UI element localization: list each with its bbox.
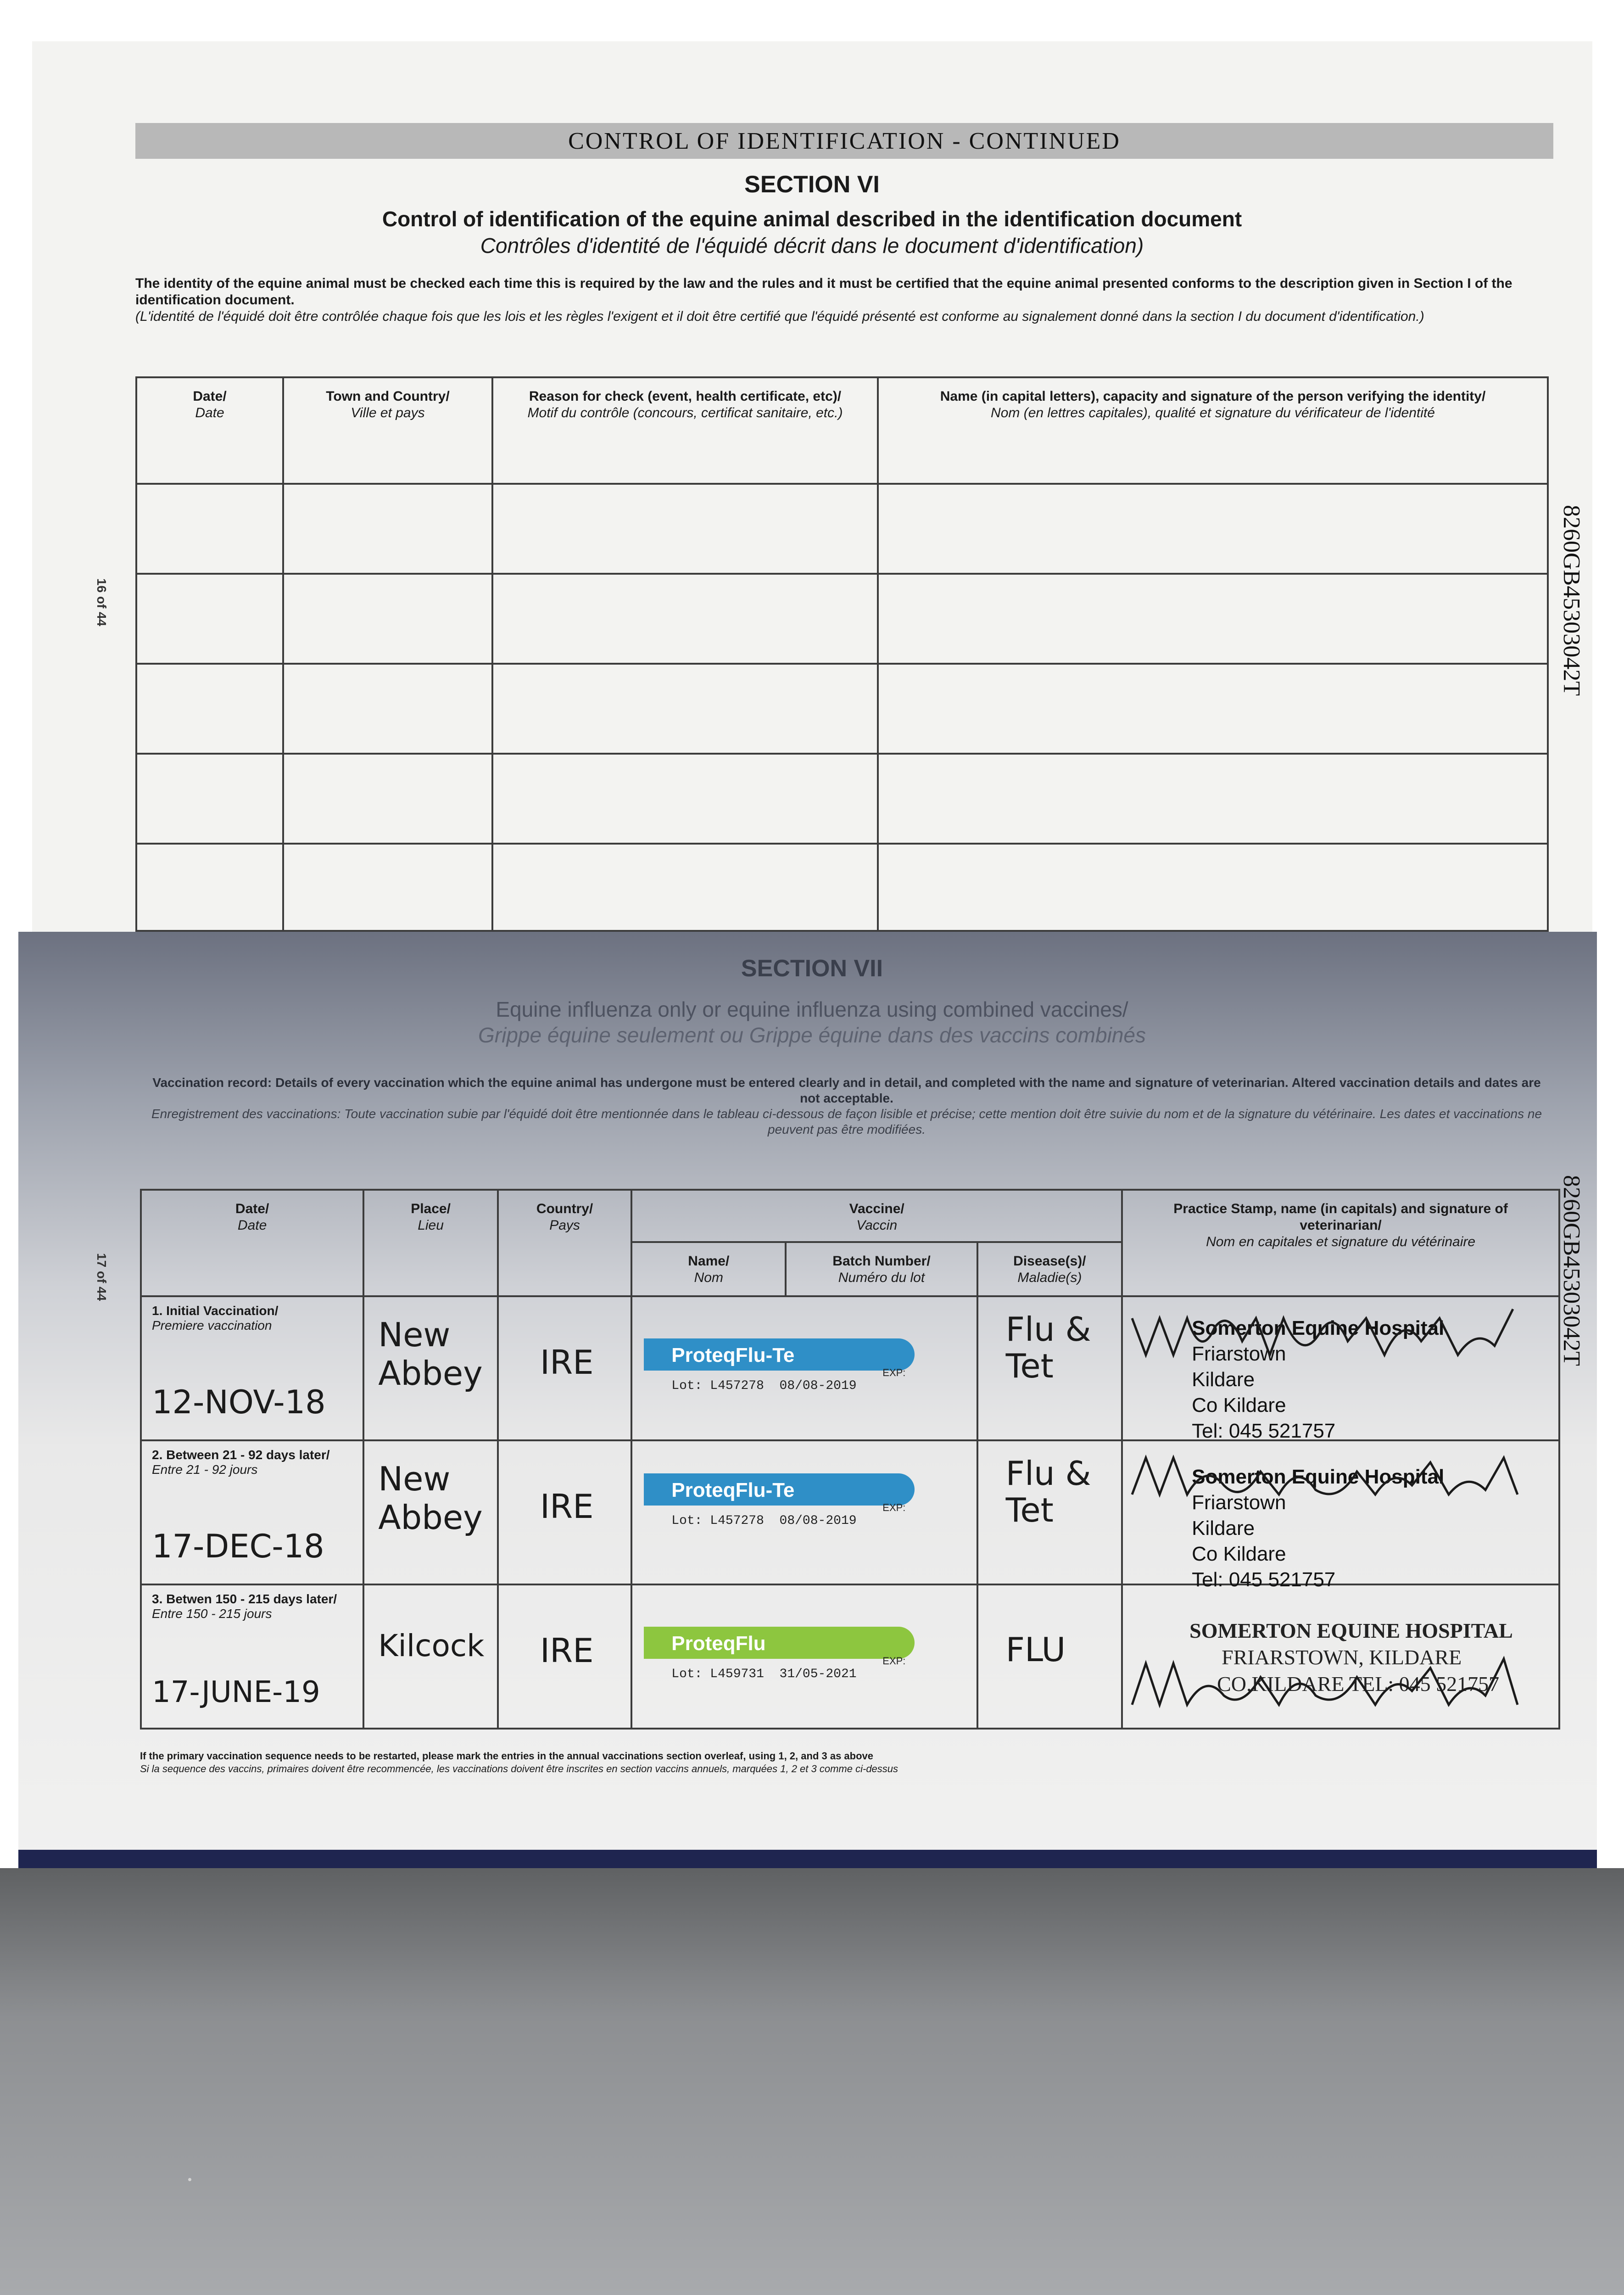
sticker-band: ProteqFlu-Te — [644, 1338, 915, 1371]
cell-vaccine-label — [631, 1584, 977, 1729]
handwritten-disease: Flu & Tet — [1005, 1454, 1091, 1529]
cell-empty[interactable] — [492, 844, 878, 931]
handwritten-place: New Abbey — [378, 1315, 483, 1393]
cell-empty[interactable] — [283, 844, 492, 931]
col-vaccine-name: Name/ Nom — [631, 1242, 786, 1296]
section6-instructions-en: The identity of the equine animal must be checked each time this is required by the law and the rules and it must be certified that the equine animal presented conforms to the description given in Section I of the identification document. — [135, 276, 1512, 308]
cell-country — [498, 1440, 631, 1584]
cell-disease — [977, 1296, 1122, 1440]
section6-heading: SECTION VI — [744, 171, 880, 198]
veterinarian-signature — [1127, 1444, 1527, 1513]
vaccination-table — [140, 1189, 1560, 1730]
handwritten-date: 17-DEC-18 — [152, 1528, 324, 1565]
vaccine-sticker: ProteqFlu EXP: Lot: L459731 31/05-2021 — [644, 1618, 915, 1698]
col-batch: Batch Number/ Numéro du lot — [786, 1242, 977, 1296]
cell-empty[interactable] — [136, 484, 283, 574]
cell-country — [498, 1584, 631, 1729]
cell-empty[interactable] — [283, 484, 492, 574]
section7-footer-en: If the primary vaccination sequence needs to be restarted, please mark the entries in the annual vaccinations section overleaf, using 1, 2, and 3 as above — [140, 1750, 874, 1762]
col-date: Date/ Date — [136, 377, 283, 484]
section6-title-fr: Contrôles d'identité de l'équidé décrit dans le document d'identification) — [480, 234, 1144, 257]
cell-empty[interactable] — [492, 754, 878, 844]
cell-empty[interactable] — [136, 574, 283, 664]
sticker-band: ProteqFlu — [644, 1627, 915, 1659]
section7-title-fr: Grippe équine seulement ou Grippe équine dans des vaccins combinés — [478, 1023, 1146, 1047]
cell-disease — [977, 1440, 1122, 1584]
sticker-band: ProteqFlu-Te — [644, 1473, 915, 1506]
cell-stamp — [1122, 1296, 1559, 1440]
scanner-backdrop — [0, 1868, 1624, 2295]
cell-empty[interactable] — [283, 664, 492, 754]
cell-date: 1. Initial Vaccination/ Premiere vaccination 12-NOV-18 — [141, 1296, 363, 1440]
cell-empty[interactable] — [492, 484, 878, 574]
cell-date: 3. Betwen 150 - 215 days later/ Entre 150 - 215 jours 17-JUNE-19 — [141, 1584, 363, 1729]
section7-title-en: Equine influenza only or equine influenza using combined vaccines/ — [496, 997, 1128, 1021]
cell-vaccine-label — [631, 1296, 977, 1440]
table-row — [136, 484, 1548, 574]
cell-country — [498, 1296, 631, 1440]
handwritten-place: New Abbey — [378, 1460, 483, 1537]
section7-instructions — [147, 1075, 1546, 1137]
table-row — [141, 1584, 1559, 1729]
table-row — [136, 574, 1548, 664]
handwritten-date: 17-JUNE-19 — [152, 1675, 320, 1709]
vaccine-sticker: ProteqFlu-Te EXP: Lot: L457278 08/08-2019 — [644, 1329, 915, 1410]
section-banner-text: CONTROL OF IDENTIFICATION - CONTINUED — [568, 128, 1121, 154]
veterinarian-signature — [1127, 1300, 1527, 1369]
page-number-17: 17 of 44 — [95, 1253, 109, 1301]
cell-empty[interactable] — [878, 754, 1548, 844]
table-row — [136, 754, 1548, 844]
veterinarian-signature — [1127, 1645, 1527, 1714]
section6-instructions-fr: (L'identité de l'équidé doit être contrôlée chaque fois que les lois et les règles l'exigent et il doit être certifié que l'équidé présenté est conforme au signalement donné dans la section I du document d'identification.) — [135, 309, 1424, 324]
handwritten-country: IRE — [540, 1631, 594, 1670]
page-number-16: 16 of 44 — [95, 578, 109, 627]
cell-place — [363, 1296, 498, 1440]
col-disease: Disease(s)/ Maladie(s) — [977, 1242, 1122, 1296]
cell-disease — [977, 1584, 1122, 1729]
col-vaccine: Vaccine/ Vaccin — [631, 1190, 1122, 1242]
section6-instructions — [135, 275, 1530, 325]
document-id-upper: 8260GB4530304​2T — [1558, 505, 1585, 696]
cell-stamp — [1122, 1584, 1559, 1729]
cell-place — [363, 1584, 498, 1729]
cell-empty[interactable] — [878, 484, 1548, 574]
handwritten-place: Kilcock — [378, 1628, 485, 1663]
handwritten-disease: Flu & Tet — [1005, 1310, 1091, 1385]
section6-title-en: Control of identification of the equine animal described in the identification document — [382, 207, 1242, 231]
table-row — [141, 1440, 1559, 1584]
document-id-lower: 8260GB4530304​2T — [1558, 1175, 1585, 1366]
cell-empty[interactable] — [878, 574, 1548, 664]
cell-empty[interactable] — [136, 844, 283, 931]
handwritten-country: IRE — [540, 1487, 594, 1526]
practice-stamp: Somerton Equine Hospital Friarstown Kildare Co Kildare Tel: 045 521757 — [1192, 1317, 1445, 1442]
cell-empty[interactable] — [492, 574, 878, 664]
section-banner — [135, 123, 1553, 159]
table-row — [141, 1296, 1559, 1440]
cell-empty[interactable] — [492, 664, 878, 754]
handwritten-disease: FLU — [1005, 1630, 1066, 1669]
passport-cover-edge — [18, 1850, 1597, 1868]
hospital-stamp: SOMERTON EQUINE HOSPITAL FRIARSTOWN, KILDARE CO.KILDARE TEL: 045 521757 — [1189, 1619, 1513, 1696]
table-row — [136, 844, 1548, 931]
col-country: Country/ Pays — [498, 1190, 631, 1296]
col-town-country: Town and Country/ Ville et pays — [283, 377, 492, 484]
cell-date: 2. Between 21 - 92 days later/ Entre 21 - 92 jours 17-DEC-18 — [141, 1440, 363, 1584]
cell-empty[interactable] — [136, 754, 283, 844]
identity-check-table — [135, 376, 1549, 932]
handwritten-date: 12-NOV-18 — [152, 1383, 326, 1421]
vaccine-sticker: ProteqFlu-Te EXP: Lot: L457278 08/08-2019 — [644, 1464, 915, 1545]
cell-vaccine-label — [631, 1440, 977, 1584]
col-stamp: Practice Stamp, name (in capitals) and signature of veterinarian/ Nom en capitales et signature du vétérinaire — [1122, 1190, 1559, 1296]
scan-speck — [188, 2178, 191, 2181]
col-verifier: Name (in capital letters), capacity and signature of the person verifying the identity/ Nom (en lettres capitales), qualité et signature du vérificateur de l'identité — [878, 377, 1548, 484]
col-reason: Reason for check (event, health certificate, etc)/ Motif du contrôle (concours, certificat sanitaire, etc.) — [492, 377, 878, 484]
cell-stamp — [1122, 1440, 1559, 1591]
section7-heading: SECTION VII — [741, 955, 883, 982]
section7-footer-fr: Si la sequence des vaccins, primaires doivent être recommencée, les vaccinations doivent être inscrites en section vaccins annuels, marquées 1, 2 et 3 comme ci-dessus — [140, 1763, 899, 1774]
col-date: Date/ Date — [141, 1190, 363, 1296]
cell-empty[interactable] — [878, 844, 1548, 931]
practice-stamp: Somerton Equine Hospital Friarstown Kildare Co Kildare Tel: 045 521757 — [1192, 1466, 1445, 1591]
table-row — [136, 664, 1548, 754]
section7-instructions-fr: Enregistrement des vaccinations: Toute vaccination subie par l'équidé doit être mentionnée dans le tableau ci-dessous de façon lisible et précise; cette mention doit être suivie du nom et de la signature du vétérinaire. Les dates et vaccinations ne peuvent pas être modifiées. — [151, 1107, 1542, 1136]
cell-empty[interactable] — [283, 574, 492, 664]
col-place: Place/ Lieu — [363, 1190, 498, 1296]
cell-place — [363, 1440, 498, 1584]
cell-empty[interactable] — [136, 664, 283, 754]
section7-instructions-en: Vaccination record: Details of every vaccination which the equine animal has undergone must be entered clearly and in detail, and completed with the name and signature of veterinarian. Altered vaccination details and dates are not acceptable. — [152, 1075, 1541, 1105]
handwritten-country: IRE — [540, 1343, 594, 1382]
cell-empty[interactable] — [283, 754, 492, 844]
section7-footer — [140, 1750, 1517, 1775]
cell-empty[interactable] — [878, 664, 1548, 754]
